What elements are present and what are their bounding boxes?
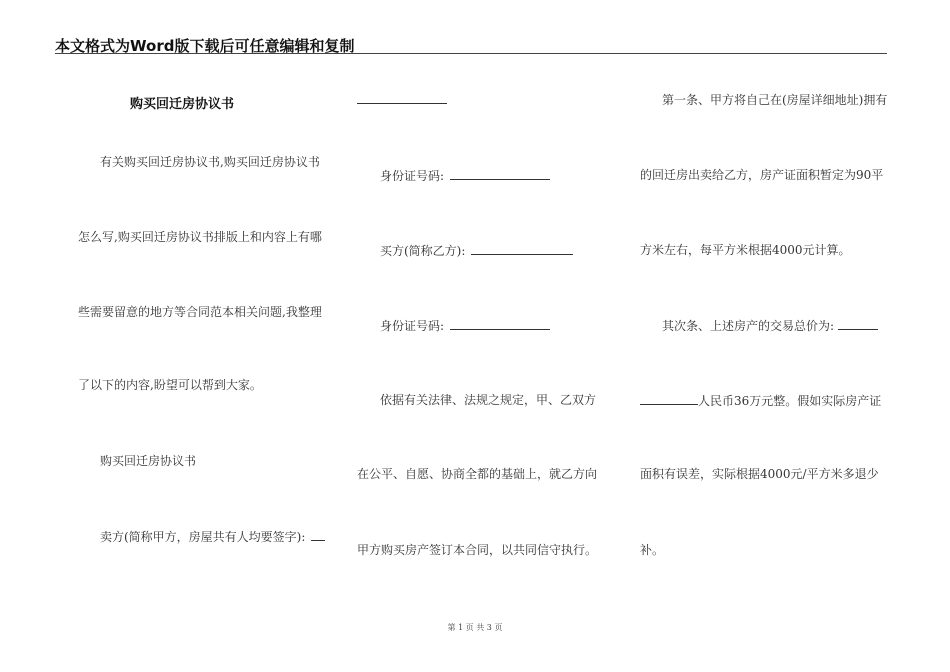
para-line-2: 在公平、自愿、协商全都的基础上，就乙方向: [357, 467, 598, 481]
top-blank-line: [357, 103, 447, 104]
document-title: 购买回迁房协议书: [130, 97, 235, 112]
article2-line-3: 面积有误差，实际根据4000元/平方米多退少: [640, 467, 879, 481]
article2-line-4: 补。: [640, 543, 665, 557]
id-blank-1: [450, 168, 550, 180]
article1-line-3: 方米左右，每平方米根据4000元计算。: [640, 243, 851, 257]
buyer-blank: [471, 243, 573, 255]
header-divider: [55, 53, 887, 54]
intro-line-1: 有关购买回迁房协议书,购买回迁房协议书: [100, 155, 320, 169]
price-blank-1: [838, 318, 878, 330]
id-blank-2: [450, 318, 550, 330]
id-number-field-1: [380, 168, 550, 183]
article1-line-1: 第一条、甲方将自己在(房屋详细地址)拥有: [662, 93, 888, 107]
intro-line-2: 怎么写,购买回迁房协议书排版上和内容上有哪: [78, 230, 322, 244]
article2-line-2: 人民币36万元整。假如实际房产证: [698, 394, 882, 408]
buyer-label: 买方(简称乙方):: [380, 244, 466, 258]
page-header: 本文格式为Word版下载后可任意编辑和复制: [55, 37, 355, 55]
para-line-1: 依据有关法律、法规之规定，甲、乙双方: [380, 393, 597, 407]
seller-blank: [311, 529, 325, 541]
contract-subtitle: 购买回迁房协议书: [100, 454, 197, 468]
id-label-1: 身份证号码:: [380, 169, 445, 183]
id-label-2: 身份证号码:: [380, 319, 445, 333]
seller-field: [100, 529, 325, 544]
article2-line-1-field: [662, 318, 878, 333]
price-blank-2: [640, 393, 698, 405]
article2-line-2-field: [640, 393, 881, 408]
intro-line-3: 些需要留意的地方等合同范本相关问题,我整理: [78, 305, 322, 319]
page-number: 第 1 页 共 3 页: [447, 623, 503, 632]
para-line-3: 甲方购买房产签订本合同，以共同信守执行。: [357, 543, 598, 557]
intro-line-4: 了以下的内容,盼望可以帮到大家。: [78, 378, 262, 392]
seller-label: 卖方(简称甲方，房屋共有人均要签字):: [100, 530, 306, 544]
article2-line-1: 其次条、上述房产的交易总价为:: [662, 319, 835, 333]
buyer-field: [380, 243, 573, 258]
article1-line-2: 的回迁房出卖给乙方，房产证面积暂定为90平: [640, 168, 884, 182]
id-number-field-2: [380, 318, 550, 333]
